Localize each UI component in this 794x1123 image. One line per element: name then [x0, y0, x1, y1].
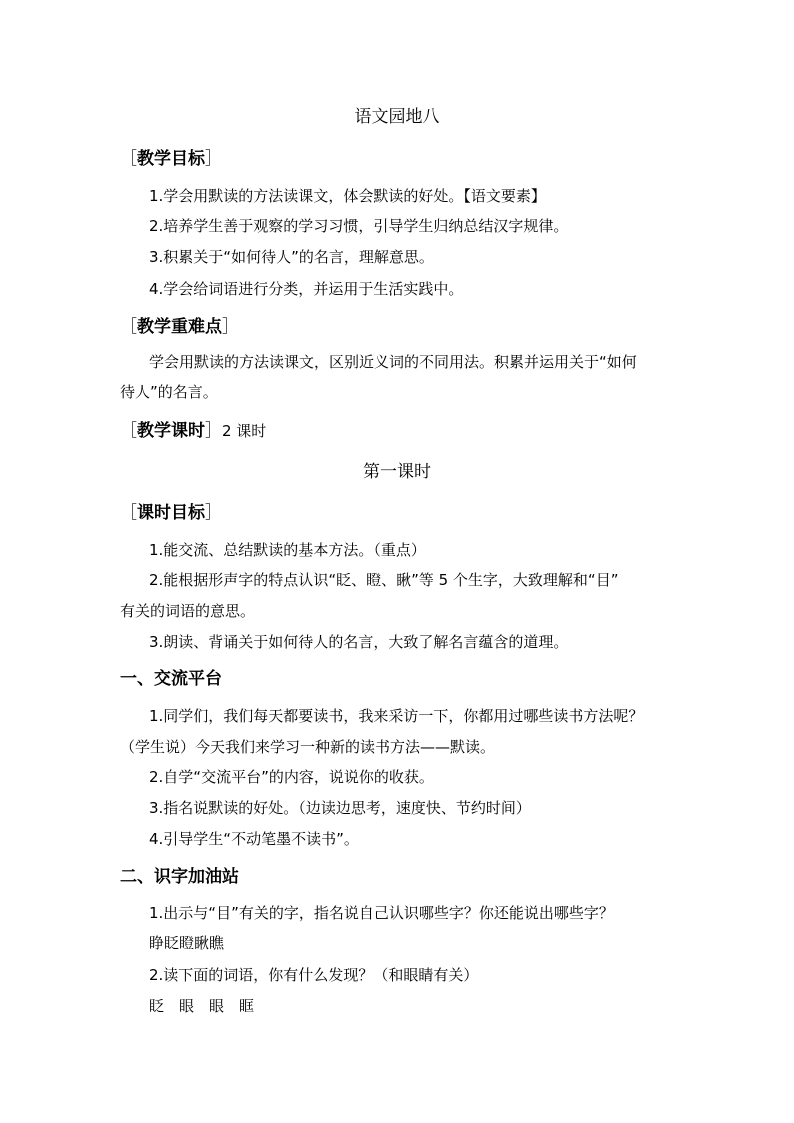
- bracket-close: ］: [222, 317, 239, 337]
- bracket-close: ］: [205, 149, 222, 169]
- exchange-item: 1.同学们，我们每天都要读书，我来采访一下，你都用过哪些读书方法呢？: [149, 707, 644, 725]
- goals-heading: [120, 148, 680, 170]
- bracket-close: ］: [205, 421, 222, 441]
- goal-item: 4.学会给词语进行分类，并运用于生活实践中。: [149, 280, 464, 298]
- goal-item: 3.积累关于“如何待人”的名言，理解意思。: [149, 248, 434, 266]
- hours-value: 2 课时: [222, 422, 267, 440]
- literacy-words: 眨 眼 眼 眶: [149, 997, 255, 1015]
- key-points-paragraph-line: 待人”的名言。: [120, 383, 218, 401]
- document-title: 语文园地八: [354, 107, 440, 127]
- bracket-open: ［: [120, 149, 137, 169]
- literacy-characters: 睁眨瞪瞅瞧: [149, 934, 225, 952]
- exchange-item: 4.引导学生“不动笔墨不读书”。: [149, 830, 359, 848]
- bracket-open: ［: [120, 421, 137, 441]
- literacy-item: 2.读下面的词语，你有什么发现？（和眼睛有关）: [149, 966, 479, 984]
- hours-heading: [120, 420, 680, 442]
- lesson-goal-item: 3.朗读、背诵关于如何待人的名言，大致了解名言蕴含的道理。: [149, 633, 569, 651]
- lesson-goal-item-continuation: 有关的词语的意思。: [120, 602, 256, 620]
- key-points-heading-text: 教学重难点: [137, 317, 222, 337]
- key-points-heading: [120, 316, 680, 338]
- goals-heading-text: 教学目标: [137, 149, 205, 169]
- exchange-item: 2.自学“交流平台”的内容，说说你的收获。: [149, 768, 434, 786]
- goal-item: 1.学会用默读的方法读课文，体会默读的好处。【语文要素】: [149, 187, 546, 205]
- bracket-open: ［: [120, 503, 137, 523]
- section-heading-exchange: 一、交流平台: [120, 669, 222, 689]
- exchange-item-continuation: （学生说）今天我们来学习一种新的读书方法——默读。: [120, 738, 496, 756]
- lesson-goals-heading-text: 课时目标: [137, 503, 205, 523]
- lesson-goal-item: 1.能交流、总结默读的基本方法。（重点）: [149, 541, 426, 559]
- section-heading-literacy: 二、识字加油站: [120, 867, 239, 887]
- lesson-goal-item: 2.能根据形声字的特点认识“眨、瞪、瞅”等 5 个生字，大致理解和“目”: [149, 571, 619, 589]
- goal-item: 2.培养学生善于观察的学习习惯，引导学生归纳总结汉字规律。: [149, 217, 569, 235]
- lesson-title: 第一课时: [363, 462, 431, 482]
- lesson-goals-heading: [120, 502, 680, 524]
- key-points-paragraph-line: 学会用默读的方法读课文，区别近义词的不同用法。积累并运用关于“如何: [149, 353, 637, 371]
- hours-heading-text: 教学课时: [137, 421, 205, 441]
- literacy-item: 1.出示与“目”有关的字，指名说自己认识哪些字？你还能说出哪些字？: [149, 904, 614, 922]
- bracket-close: ］: [205, 503, 222, 523]
- bracket-open: ［: [120, 317, 137, 337]
- exchange-item: 3.指名说默读的好处。（边读边思考，速度快、节约时间）: [149, 799, 531, 817]
